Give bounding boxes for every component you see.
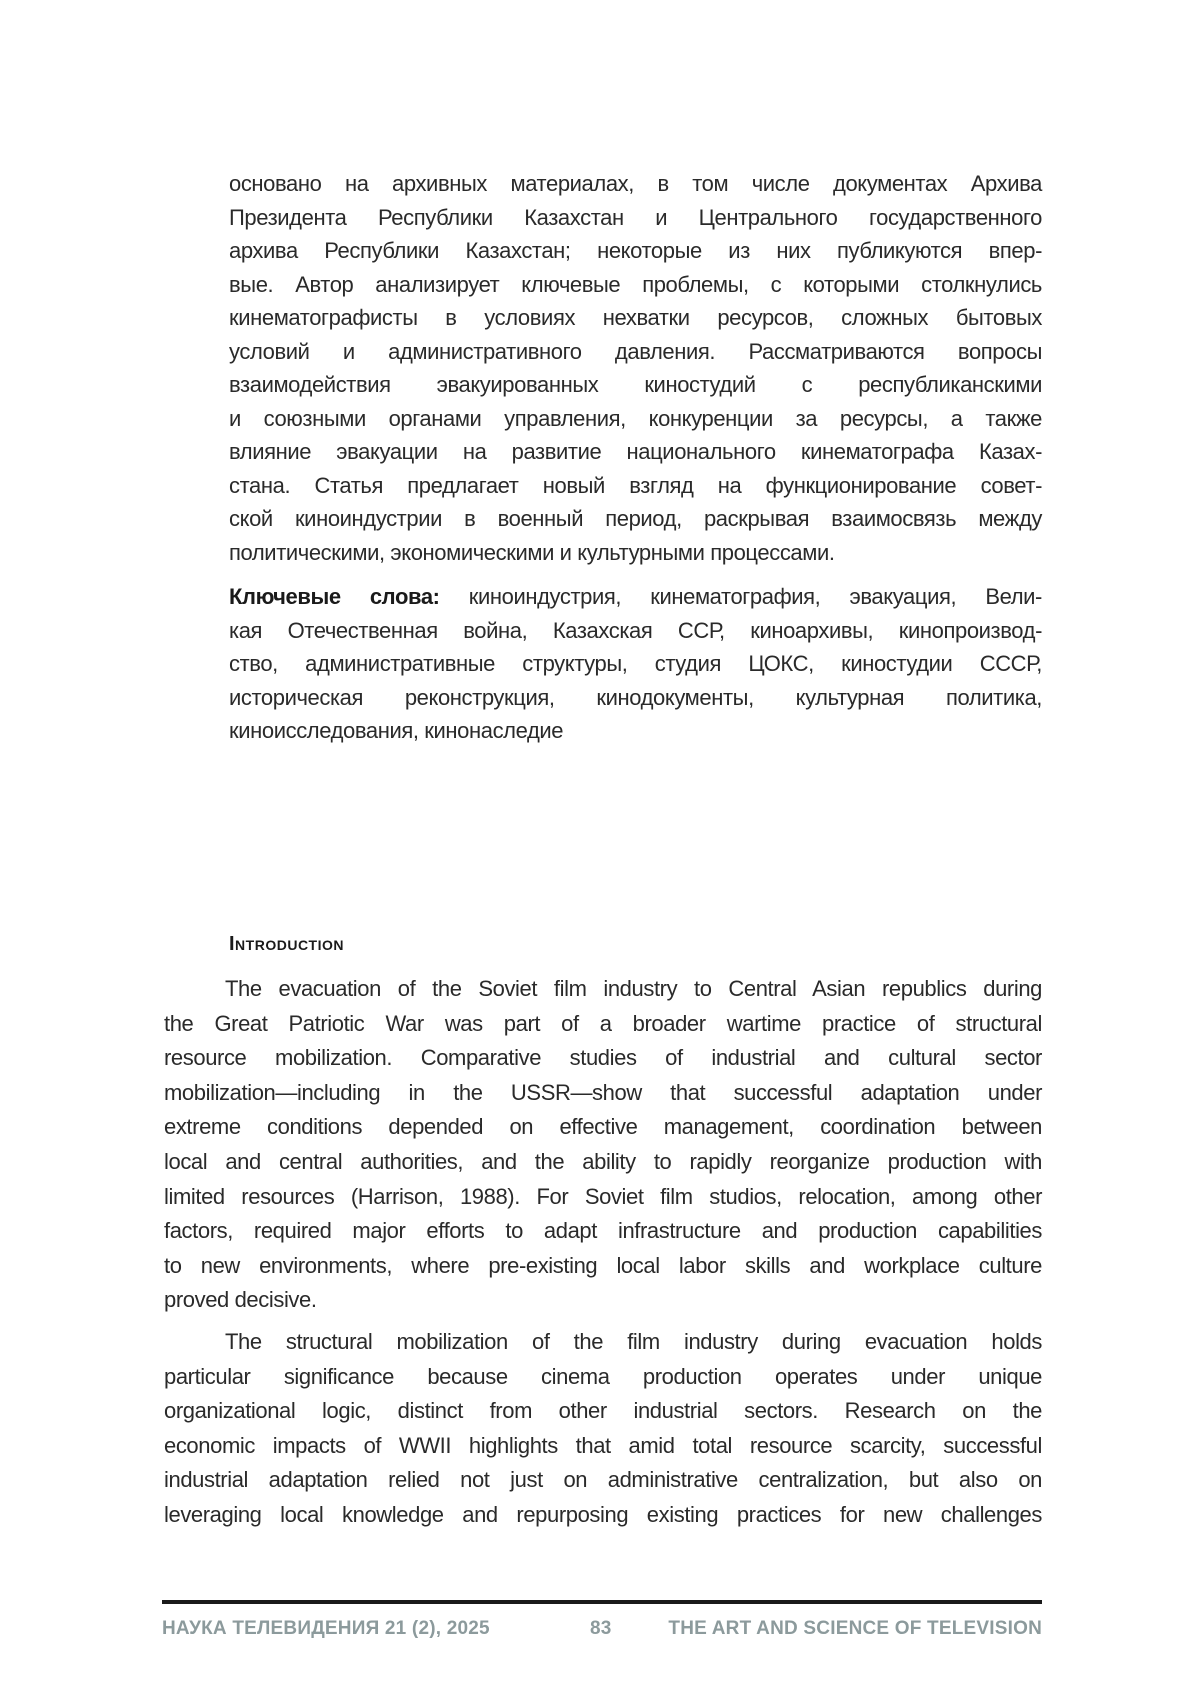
paragraph-2 — [164, 1325, 1042, 1533]
paragraph-line: to new environments, where pre-existing local labor skills and workplace culture — [164, 1249, 1042, 1284]
paragraph-line: leveraging local knowledge and repurposing existing practices for new challenges — [164, 1498, 1042, 1533]
paragraph-line: local and central authorities, and the ability to rapidly reorganize production with — [164, 1145, 1042, 1180]
keywords-line: историческая реконструкция, кинодокументы, культурная политика, — [229, 681, 1042, 715]
footer-page-number: 83 — [590, 1618, 612, 1640]
paragraph-line: The evacuation of the Soviet film industry to Central Asian republics during — [164, 972, 1042, 1007]
keywords — [229, 580, 1042, 748]
paragraph-line: limited resources (Harrison, 1988). For Soviet film studios, relocation, among other — [164, 1180, 1042, 1215]
abstract-line: Президента Республики Казахстан и Центрального государственного — [229, 201, 1042, 235]
paragraph-line: the Great Patriotic War was part of a broader wartime practice of structural — [164, 1007, 1042, 1042]
paragraph-line: organizational logic, distinct from other industrial sectors. Research on the — [164, 1394, 1042, 1429]
paragraph-line: extreme conditions depended on effective management, coordination between — [164, 1110, 1042, 1145]
keywords-label: Ключевые слова: — [229, 584, 440, 609]
abstract-line: вые. Автор анализирует ключевые проблемы, с которыми столкнулись — [229, 268, 1042, 302]
abstract-line: политическими, экономическими и культурными процессами. — [229, 536, 1042, 570]
abstract-line: стана. Статья предлагает новый взгляд на функционирование совет- — [229, 469, 1042, 503]
paragraph-line: particular significance because cinema production operates under unique — [164, 1360, 1042, 1395]
footer-rule — [162, 1600, 1042, 1604]
footer-journal-ru: НАУКА ТЕЛЕВИДЕНИЯ 21 (2), 2025 — [162, 1618, 490, 1640]
abstract-line: и союзными органами управления, конкуренции за ресурсы, а также — [229, 402, 1042, 436]
paragraph-line: economic impacts of WWII highlights that amid total resource scarcity, successful — [164, 1429, 1042, 1464]
footer-journal-en: THE ART AND SCIENCE OF TELEVISION — [668, 1618, 1042, 1640]
keywords-line: кая Отечественная война, Казахская ССР, киноархивы, кинопроизвод- — [229, 614, 1042, 648]
paragraph-line: resource mobilization. Comparative studies of industrial and cultural sector — [164, 1041, 1042, 1076]
keywords-line: киноисследования, кинонаследие — [229, 714, 1042, 748]
section-heading: Introduction — [229, 933, 344, 956]
abstract-line: архива Республики Казахстан; некоторые из них публикуются впер- — [229, 234, 1042, 268]
paragraph-line: proved decisive. — [164, 1283, 1042, 1318]
abstract-line: взаимодействия эвакуированных киностудий с республиканскими — [229, 368, 1042, 402]
abstract-line: кинематографисты в условиях нехватки ресурсов, сложных бытовых — [229, 301, 1042, 335]
abstract-line: условий и административного давления. Рассматриваются вопросы — [229, 335, 1042, 369]
abstract-line: основано на архивных материалах, в том числе документах Архива — [229, 167, 1042, 201]
paragraph-line: industrial adaptation relied not just on administrative centralization, but also on — [164, 1463, 1042, 1498]
abstract-line: ской киноиндустрии в военный период, раскрывая взаимосвязь между — [229, 502, 1042, 536]
keywords-line: ство, административные структуры, студия ЦОКС, киностудии СССР, — [229, 647, 1042, 681]
keywords-text: киноиндустрия, кинематография, эвакуация, Вели- — [469, 584, 1042, 609]
paragraph-line: mobilization—including in the USSR—show that successful adaptation under — [164, 1076, 1042, 1111]
abstract — [229, 167, 1042, 569]
abstract-line: влияние эвакуации на развитие национального кинематографа Казах- — [229, 435, 1042, 469]
keywords-line — [229, 580, 1042, 614]
paragraph-line: The structural mobilization of the film industry during evacuation holds — [164, 1325, 1042, 1360]
paragraph-line: factors, required major efforts to adapt infrastructure and production capabilities — [164, 1214, 1042, 1249]
paragraph-1 — [164, 972, 1042, 1318]
